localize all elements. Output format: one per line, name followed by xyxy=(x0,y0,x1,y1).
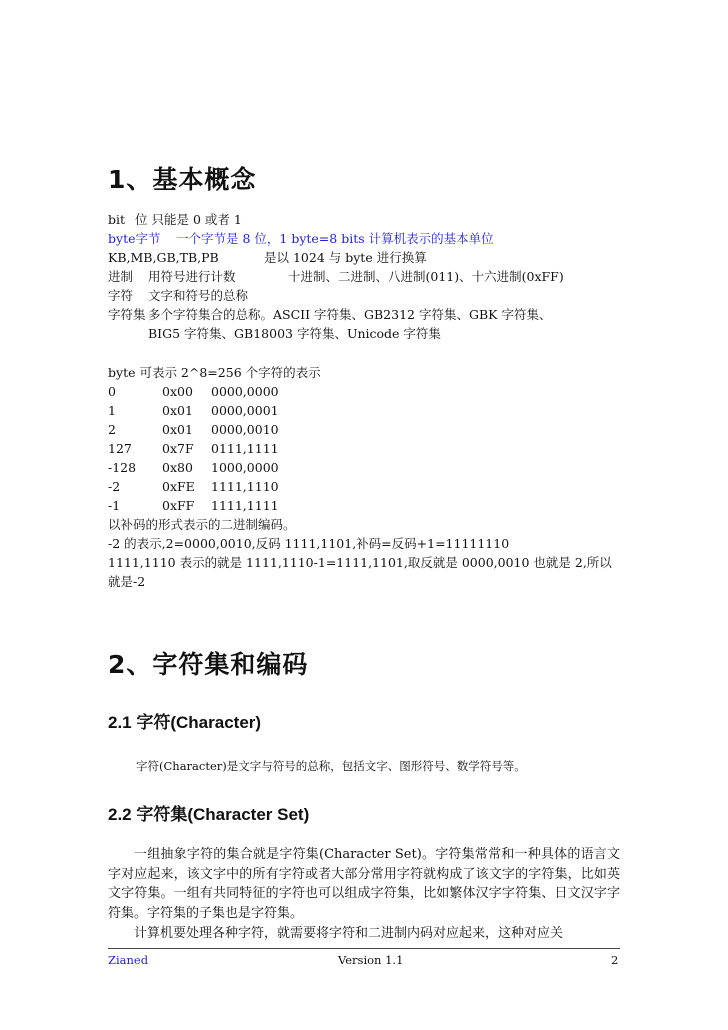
charset-paragraph-2: 计算机要处理各种字符，就需要将字符和二进制内码对应起来，这种对应关 xyxy=(134,926,564,941)
subsection-heading: 2.1 字符(Character) xyxy=(108,713,262,732)
def-charset-cont: BIG5 字符集、GB18003 字符集、Unicode 字符集 xyxy=(148,326,441,341)
footer-divider xyxy=(108,948,620,949)
def-char: 字符 文字和符号的总称 xyxy=(108,288,249,303)
note-line: 就是-2 xyxy=(108,574,146,589)
def-byte: byte字节 一个字节是 8 位，1 byte=8 bits 计算机表示的基本单位 xyxy=(108,231,494,246)
footer-author: Zianed xyxy=(108,953,149,967)
section1-heading: 1、基本概念 xyxy=(108,165,257,194)
footer-page-number: 2 xyxy=(611,953,619,967)
def-bit: bit 位 只能是 0 或者 1 xyxy=(108,212,242,227)
byte-intro: byte 可表示 2^8=256 个字符的表示 xyxy=(108,365,321,380)
def-charset: 字符集 多个字符集合的总称。ASCII 字符集、GB2312 字符集、GBK 字符集、 xyxy=(108,307,552,322)
footer-version: Version 1.1 xyxy=(338,953,404,967)
def-radix: 进制 用符号进行计数 十进制、二进制、八进制(011)、十六进制(0xFF) xyxy=(108,269,564,284)
note-line: 以补码的形式表示的二进制编码。 xyxy=(108,517,296,532)
subsection-heading: 2.2 字符集(Character Set) xyxy=(108,805,310,824)
note-line: -2 的表示,2=0000,0010,反码 1111,1101,补码=反码+1=11111110 xyxy=(108,536,510,551)
char-definition: 字符(Character)是文字与符号的总称，包括文字、图形符号、数学符号等。 xyxy=(136,759,526,773)
charset-paragraph: 一组抽象字符的集合就是字符集(Character Set)。字符集常常和一种具体的语言文字对应起来，该文字中的所有字符或者大部分常用字符就构成了该文字的字符集，比如英文字符集。一组有共同特征的字符也可以组成字符集，比如繁体汉字字符集、日文汉字字符集。字符集的子集也是字符集。 xyxy=(108,847,620,921)
section2-heading: 2、字符集和编码 xyxy=(108,650,309,679)
document-page: 1、基本概念 bit 位 只能是 0 或者 1 byte字节 一个字节是 8 位，1 byte=8 bits 计算机表示的基本单位 KB,MB,GB,TB,PB 是以 1024 与 byte 进行换算 进制 用符号进行计数 十进制、二进制、八进制(011)、十六进制(0xFF) 字符 文字和符号的总称 字符集 多个字符集合的总称。ASCII 字符集、GB2312 字符集、GBK 字符集、 BIG5 字符集、GB18003 字符集、Unicode 字符集 byte 可表示 2^8=256 个字符的表示 0 0x00 0000,0000 1 0x01 0000,0001 2 0x01 0000,0010 127 0x7F 0111,1111 -128 0x80 1000,0000 -2 0xFE 1111,1110 -1 0xFF 1111,1111 以补码的形式表示的二进制编码。 -2 的表示,2=0000,0010,反码 1111,1101,补码=反码+1=11111110 1111,1110 表示的就是 1111,1110-1=1111,1101,取反就是 0000,0010 也就是 2,所以 就是-2 2、字符集和编码 2.1 字符(Character) 字符(Character)是文字与符号的总称，包括文字、图形符号、数学符号等。 2.2 字符集(Character Set) 一组抽象字符的集合就是字符集(Character Set)。字符集常常和一种具体的语言文字对应起来，该文字中的所有字符或者大部分常用字符就构成了该文字的字符集，比如英文字符集。一组有共同特征的字符也可以组成字符集，比如繁体汉字字符集、日文汉字字符集。字符集的子集也是字符集。 计算机要处理各种字符，就需要将字符和二进制内码对应起来，这种对应关 Zianed Version 1.1 2 xyxy=(0,0,728,1030)
def-units: KB,MB,GB,TB,PB 是以 1024 与 byte 进行换算 xyxy=(108,250,427,265)
note-line: 1111,1110 表示的就是 1111,1110-1=1111,1101,取反就是 0000,0010 也就是 2,所以 xyxy=(108,555,612,570)
